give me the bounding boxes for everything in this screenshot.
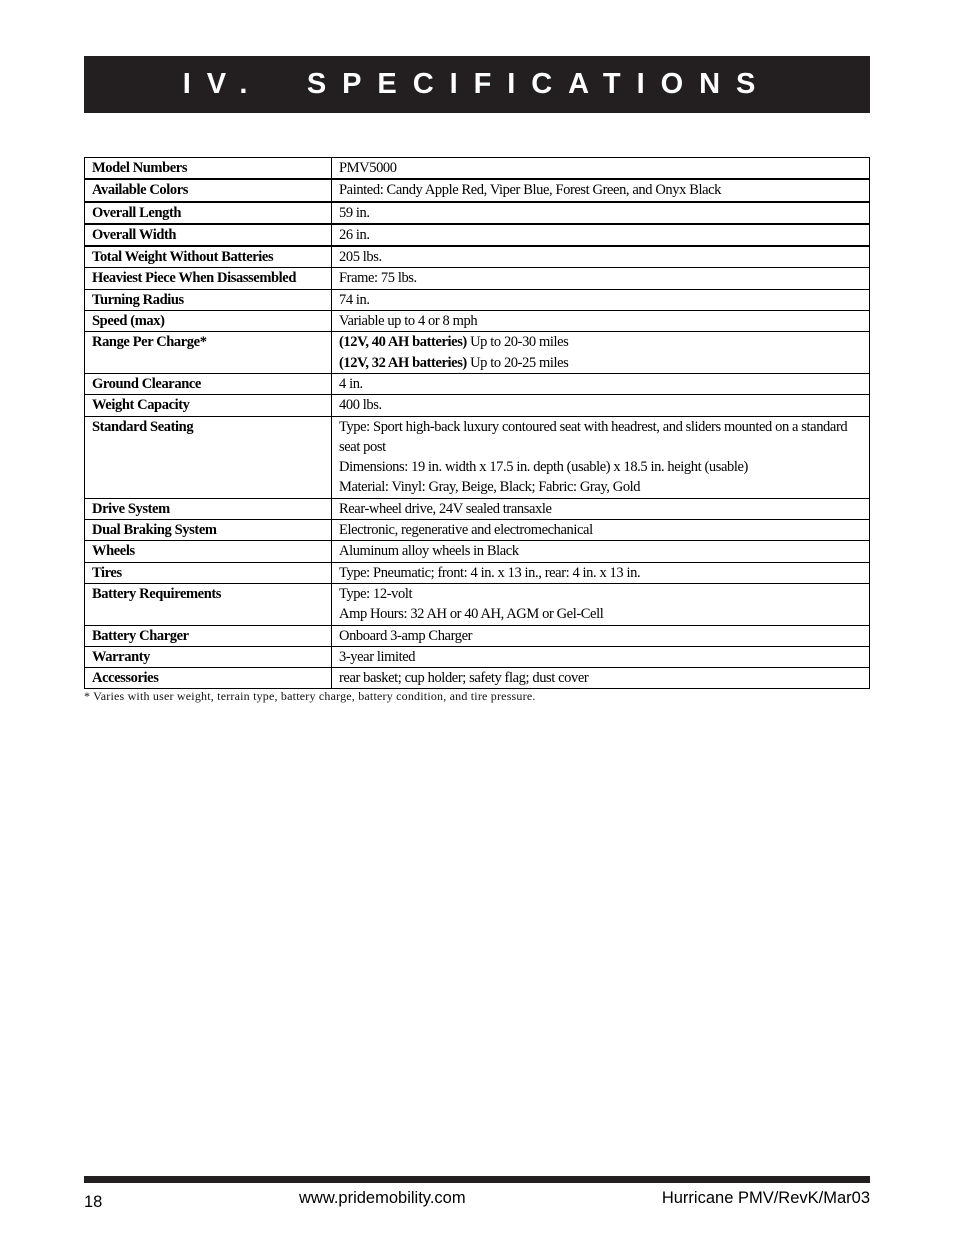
- spec-value-line: [339, 584, 863, 604]
- spec-value-line: [339, 647, 863, 667]
- spec-label: Accessories: [85, 668, 332, 689]
- footnote: * Varies with user weight, terrain type, battery charge, battery condition, and tire pressure.: [84, 689, 536, 703]
- spec-label: Turning Radius: [85, 289, 332, 310]
- spec-value: [332, 202, 870, 224]
- spec-value-text: Painted: Candy Apple Red, Viper Blue, Forest Green, and Onyx Black: [339, 182, 722, 199]
- spec-value-text: Type: Pneumatic; front: 4 in. x 13 in., rear: 4 in. x 13 in.: [339, 564, 641, 581]
- spec-value-text: Up to 20-30 miles: [466, 334, 569, 351]
- spec-value: [332, 562, 870, 583]
- spec-label: Overall Length: [85, 202, 332, 224]
- table-row: [85, 416, 870, 498]
- spec-value: [332, 520, 870, 541]
- table-row: [85, 311, 870, 332]
- spec-value-line: [339, 668, 863, 688]
- spec-value-line: [339, 353, 863, 373]
- spec-value-line: [339, 395, 863, 415]
- spec-value-line: [339, 477, 863, 497]
- spec-value-line: [339, 541, 863, 561]
- spec-value-text: Material: Vinyl: Gray, Beige, Black; Fabric: Gray, Gold: [339, 479, 641, 496]
- spec-label: Drive System: [85, 498, 332, 519]
- table-row: [85, 668, 870, 689]
- document-id: Hurricane PMV/RevK/Mar03: [661, 1189, 870, 1207]
- footer-rule: [84, 1176, 870, 1183]
- spec-value-line: [339, 225, 863, 245]
- spec-value-text: Up to 20-25 miles: [466, 354, 569, 371]
- spec-label: Standard Seating: [85, 416, 332, 498]
- spec-value: [332, 332, 870, 374]
- spec-value-line: [339, 563, 863, 583]
- table-row: [85, 395, 870, 416]
- spec-value-text: Frame: 75 lbs.: [339, 270, 417, 287]
- spec-value-emphasis: (12V, 40 AH batteries): [339, 334, 467, 351]
- table-row: [85, 583, 870, 625]
- spec-value: [332, 373, 870, 394]
- table-row: [85, 179, 870, 201]
- spec-label: Range Per Charge*: [85, 332, 332, 374]
- table-row: [85, 289, 870, 310]
- spec-value-line: [339, 604, 863, 624]
- table-row: [85, 224, 870, 246]
- spec-value: [332, 179, 870, 201]
- spec-value-line: [339, 520, 863, 540]
- spec-label: Warranty: [85, 646, 332, 667]
- table-row: [85, 520, 870, 541]
- spec-value-text: 4 in.: [339, 375, 363, 392]
- page-number: 18: [84, 1193, 103, 1211]
- spec-value-line: [339, 290, 863, 310]
- section-title: SPECIFICATIONS: [306, 68, 772, 100]
- spec-value-text: Onboard 3-amp Charger: [339, 627, 473, 644]
- spec-value-line: [339, 180, 863, 200]
- spec-value-text: Variable up to 4 or 8 mph: [339, 313, 478, 330]
- page-footer: [84, 1189, 870, 1213]
- spec-value: [332, 311, 870, 332]
- spec-label: Dual Braking System: [85, 520, 332, 541]
- spec-label: Tires: [85, 562, 332, 583]
- spec-value-text: Electronic, regenerative and electromechanical: [339, 522, 593, 539]
- table-row: [85, 498, 870, 519]
- spec-value: [332, 158, 870, 180]
- spec-value-text: Type: 12-volt: [339, 585, 413, 602]
- spec-value: [332, 246, 870, 268]
- spec-value-text: 74 in.: [339, 291, 370, 308]
- table-row: [85, 373, 870, 394]
- spec-value-emphasis: (12V, 32 AH batteries): [339, 354, 467, 371]
- spec-value-text: rear basket; cup holder; safety flag; dust cover: [339, 670, 589, 687]
- table-row: [85, 332, 870, 374]
- spec-value-text: Rear-wheel drive, 24V sealed transaxle: [339, 500, 552, 517]
- spec-value-text: Aluminum alloy wheels in Black: [339, 543, 519, 560]
- spec-value: [332, 668, 870, 689]
- spec-value-text: 26 in.: [339, 226, 370, 243]
- spec-label: Battery Charger: [85, 625, 332, 646]
- spec-label: Overall Width: [85, 224, 332, 246]
- spec-label: Available Colors: [85, 179, 332, 201]
- spec-value-line: [339, 158, 863, 178]
- spec-value-text: Dimensions: 19 in. width x 17.5 in. depth (usable) x 18.5 in. height (usable): [339, 459, 748, 476]
- spec-value: [332, 583, 870, 625]
- specifications-table: [84, 157, 870, 689]
- spec-value-text: PMV5000: [339, 160, 397, 176]
- website-url: www.pridemobility.com: [299, 1189, 466, 1207]
- spec-value-line: [339, 332, 863, 352]
- table-row: [85, 246, 870, 268]
- section-number: IV.: [182, 68, 264, 100]
- spec-value-line: [339, 457, 863, 477]
- spec-label: Heaviest Piece When Disassembled: [85, 268, 332, 289]
- spec-value-line: [339, 203, 863, 223]
- spec-label: Battery Requirements: [85, 583, 332, 625]
- spec-value-line: [339, 311, 863, 331]
- spec-value: [332, 541, 870, 562]
- spec-value: [332, 224, 870, 246]
- spec-label: Model Numbers: [85, 158, 332, 180]
- spec-value-line: [339, 268, 863, 288]
- spec-value-text: 3-year limited: [339, 648, 416, 665]
- spec-value: [332, 289, 870, 310]
- spec-label: Wheels: [85, 541, 332, 562]
- table-row: [85, 541, 870, 562]
- spec-value-text: Type: Sport high-back luxury contoured seat with headrest, and sliders mounted on a standard seat post: [339, 418, 848, 455]
- spec-value-line: [339, 499, 863, 519]
- spec-value: [332, 416, 870, 498]
- spec-value-line: [339, 247, 863, 267]
- spec-value-text: 400 lbs.: [339, 397, 382, 414]
- spec-label: Ground Clearance: [85, 373, 332, 394]
- spec-value-text: 59 in.: [339, 204, 370, 221]
- table-row: [85, 202, 870, 224]
- spec-label: Speed (max): [85, 311, 332, 332]
- spec-value-line: [339, 626, 863, 646]
- table-row: [85, 268, 870, 289]
- spec-value: [332, 646, 870, 667]
- table-row: [85, 646, 870, 667]
- specifications-table-body: [85, 158, 870, 689]
- spec-value-line: [339, 417, 863, 458]
- spec-value-line: [339, 374, 863, 394]
- spec-value-text: Amp Hours: 32 AH or 40 AH, AGM or Gel-Cell: [339, 606, 604, 623]
- table-row: [85, 625, 870, 646]
- spec-value: [332, 268, 870, 289]
- spec-label: Weight Capacity: [85, 395, 332, 416]
- section-header-banner: [84, 56, 870, 113]
- spec-value: [332, 498, 870, 519]
- spec-value-text: 205 lbs.: [339, 249, 382, 266]
- table-row: [85, 158, 870, 180]
- spec-value: [332, 625, 870, 646]
- spec-label: Total Weight Without Batteries: [85, 246, 332, 268]
- table-row: [85, 562, 870, 583]
- spec-value: [332, 395, 870, 416]
